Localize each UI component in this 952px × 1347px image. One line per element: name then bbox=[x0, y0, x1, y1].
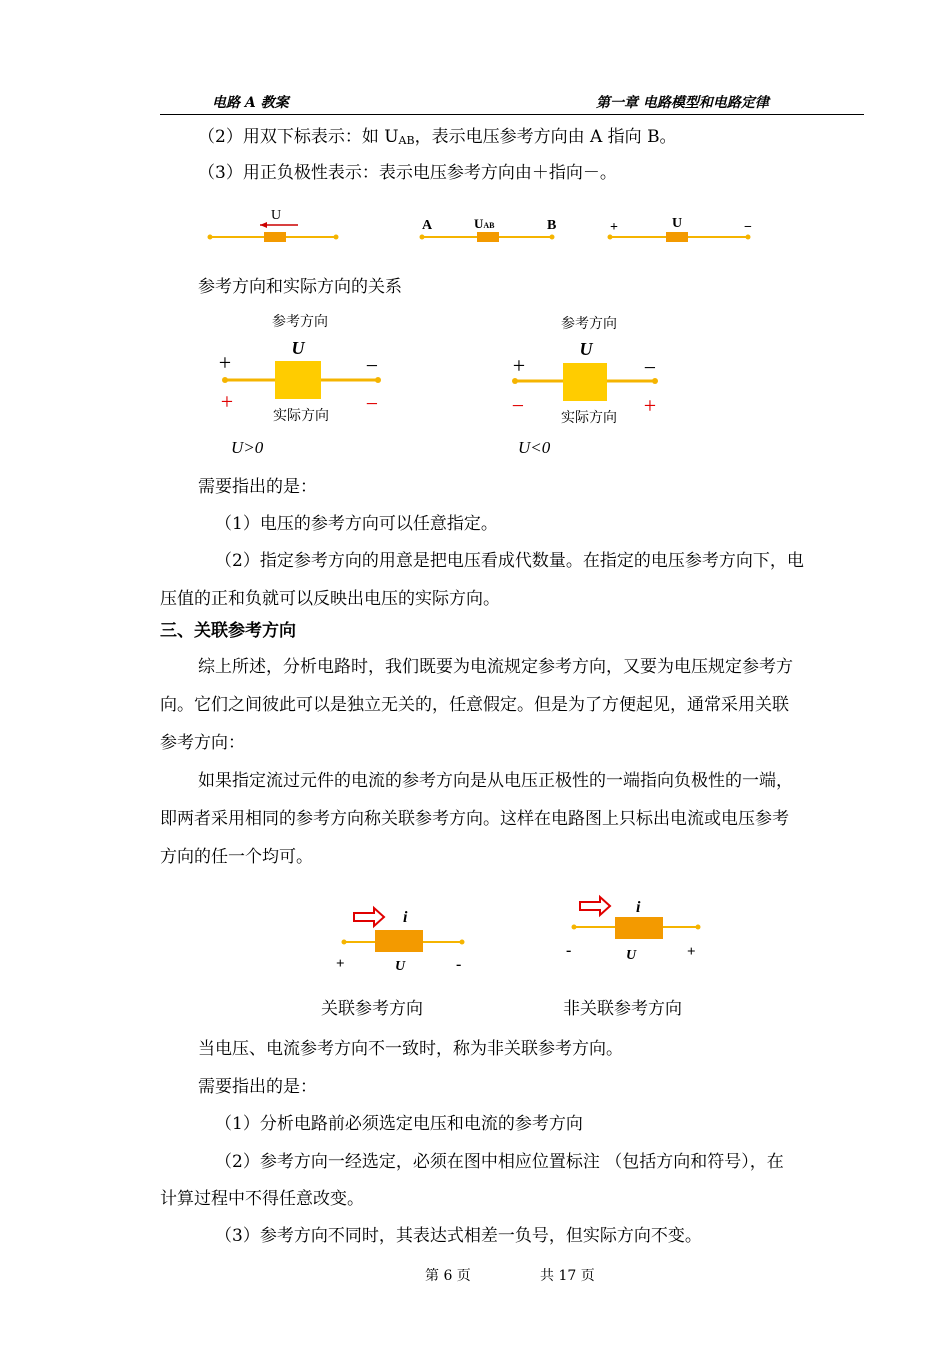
section-heading: 三、关联参考方向 bbox=[160, 621, 296, 641]
svg-text:UAB: UAB bbox=[474, 216, 495, 231]
fig3-left bbox=[336, 908, 465, 974]
para-line-10: 参考方向： bbox=[160, 733, 245, 753]
fig1-u1: U bbox=[270, 208, 282, 223]
para-line-19: （3）参考方向不同时，其表达式相差一负号，但实际方向不变。 bbox=[215, 1226, 702, 1246]
footer-page: 第 6 页 bbox=[425, 1268, 471, 1284]
para-line-7: 压值的正和负就可以反映出电压的实际方向。 bbox=[160, 589, 500, 609]
para-line-3: 参考方向和实际方向的关系 bbox=[198, 277, 402, 297]
para-line-8: 综上所述，分析电路时，我们既要为电流规定参考方向，又要为电压规定参考方 bbox=[198, 657, 793, 677]
para-line-14: 当电压、电流参考方向不一致时，称为非关联参考方向。 bbox=[198, 1039, 623, 1059]
svg-text:参考方向: 参考方向 bbox=[272, 315, 328, 330]
svg-text:+: + bbox=[512, 353, 526, 378]
header-left: 电路 A 教案 bbox=[212, 95, 289, 111]
para-line-4: 需要指出的是： bbox=[198, 477, 317, 497]
para-line-11: 如果指定流过元件的电流的参考方向是从电压正极性的一端指向负极性的一端， bbox=[198, 771, 793, 791]
fig1-u3: U bbox=[672, 216, 683, 231]
svg-text:U: U bbox=[579, 339, 593, 359]
svg-text:+: + bbox=[218, 350, 232, 375]
fig2-left bbox=[219, 313, 381, 457]
svg-text:-: - bbox=[456, 956, 462, 973]
para-line-13: 方向的任一个均可。 bbox=[160, 847, 313, 867]
fig2-right bbox=[512, 315, 658, 457]
para-line-2: （3）用正负极性表示：表示电压参考方向由＋指向－。 bbox=[198, 163, 617, 183]
fig1-polarity bbox=[608, 216, 753, 242]
svg-text:U: U bbox=[626, 948, 637, 963]
para-line-17: （2）参考方向一经选定，必须在图中相应位置标注 （包括方向和符号），在 bbox=[215, 1152, 784, 1172]
svg-text:参考方向: 参考方向 bbox=[561, 317, 617, 332]
para-line-6: （2）指定参考方向的用意是把电压看成代数量。在指定的电压参考方向下，电 bbox=[215, 551, 804, 571]
fig1-b: B bbox=[547, 218, 557, 233]
svg-text:−: − bbox=[643, 355, 657, 380]
fig3-right bbox=[566, 897, 701, 963]
figure-associated-direction bbox=[330, 890, 710, 980]
fig1-a: A bbox=[422, 218, 433, 233]
figure-ref-vs-actual bbox=[205, 305, 685, 460]
fig1-arrow-notation bbox=[208, 208, 339, 242]
para-line-12: 即两者采用相同的参考方向称关联参考方向。这样在电路图上只标出电流或电压参考 bbox=[160, 809, 789, 829]
caption-associated: 关联参考方向 bbox=[321, 999, 423, 1019]
svg-text:i: i bbox=[403, 909, 408, 926]
svg-text:+: + bbox=[687, 944, 696, 960]
svg-text:U: U bbox=[395, 959, 406, 974]
footer-total: 共 17 页 bbox=[540, 1268, 595, 1284]
fig1-plus: + bbox=[610, 220, 618, 235]
svg-text:实际方向: 实际方向 bbox=[561, 411, 617, 426]
svg-text:实际方向: 实际方向 bbox=[273, 409, 329, 424]
header-rule bbox=[160, 114, 864, 115]
svg-text:+: + bbox=[220, 389, 234, 414]
figure-voltage-notation bbox=[200, 200, 770, 252]
fig1-minus: − bbox=[744, 220, 752, 235]
svg-text:+: + bbox=[643, 393, 657, 418]
svg-text:U<0: U<0 bbox=[518, 438, 551, 457]
caption-non-associated: 非关联参考方向 bbox=[563, 999, 682, 1019]
svg-text:+: + bbox=[336, 956, 345, 972]
para-line-1: （2）用双下标表示：如 $U_{AB}$，表示电压参考方向由 A 指向 B。 bbox=[198, 127, 677, 147]
para-line-5: （1）电压的参考方向可以任意指定。 bbox=[215, 514, 498, 534]
svg-text:−: − bbox=[365, 391, 379, 416]
svg-text:i: i bbox=[636, 899, 641, 916]
svg-text:U>0: U>0 bbox=[231, 438, 264, 457]
svg-text:−: − bbox=[365, 353, 379, 378]
svg-text:U: U bbox=[291, 338, 305, 358]
fig1-double-subscript bbox=[420, 216, 557, 242]
svg-text:-: - bbox=[566, 942, 572, 959]
para-line-18: 计算过程中不得任意改变。 bbox=[160, 1189, 364, 1209]
para-line-9: 向。它们之间彼此可以是独立无关的，任意假定。但是为了方便起见，通常采用关联 bbox=[160, 695, 789, 715]
para-line-16: （1）分析电路前必须选定电压和电流的参考方向 bbox=[215, 1114, 583, 1134]
header-right: 第一章 电路模型和电路定律 bbox=[596, 95, 769, 111]
svg-text:−: − bbox=[511, 393, 525, 418]
para-line-15: 需要指出的是： bbox=[198, 1077, 317, 1097]
